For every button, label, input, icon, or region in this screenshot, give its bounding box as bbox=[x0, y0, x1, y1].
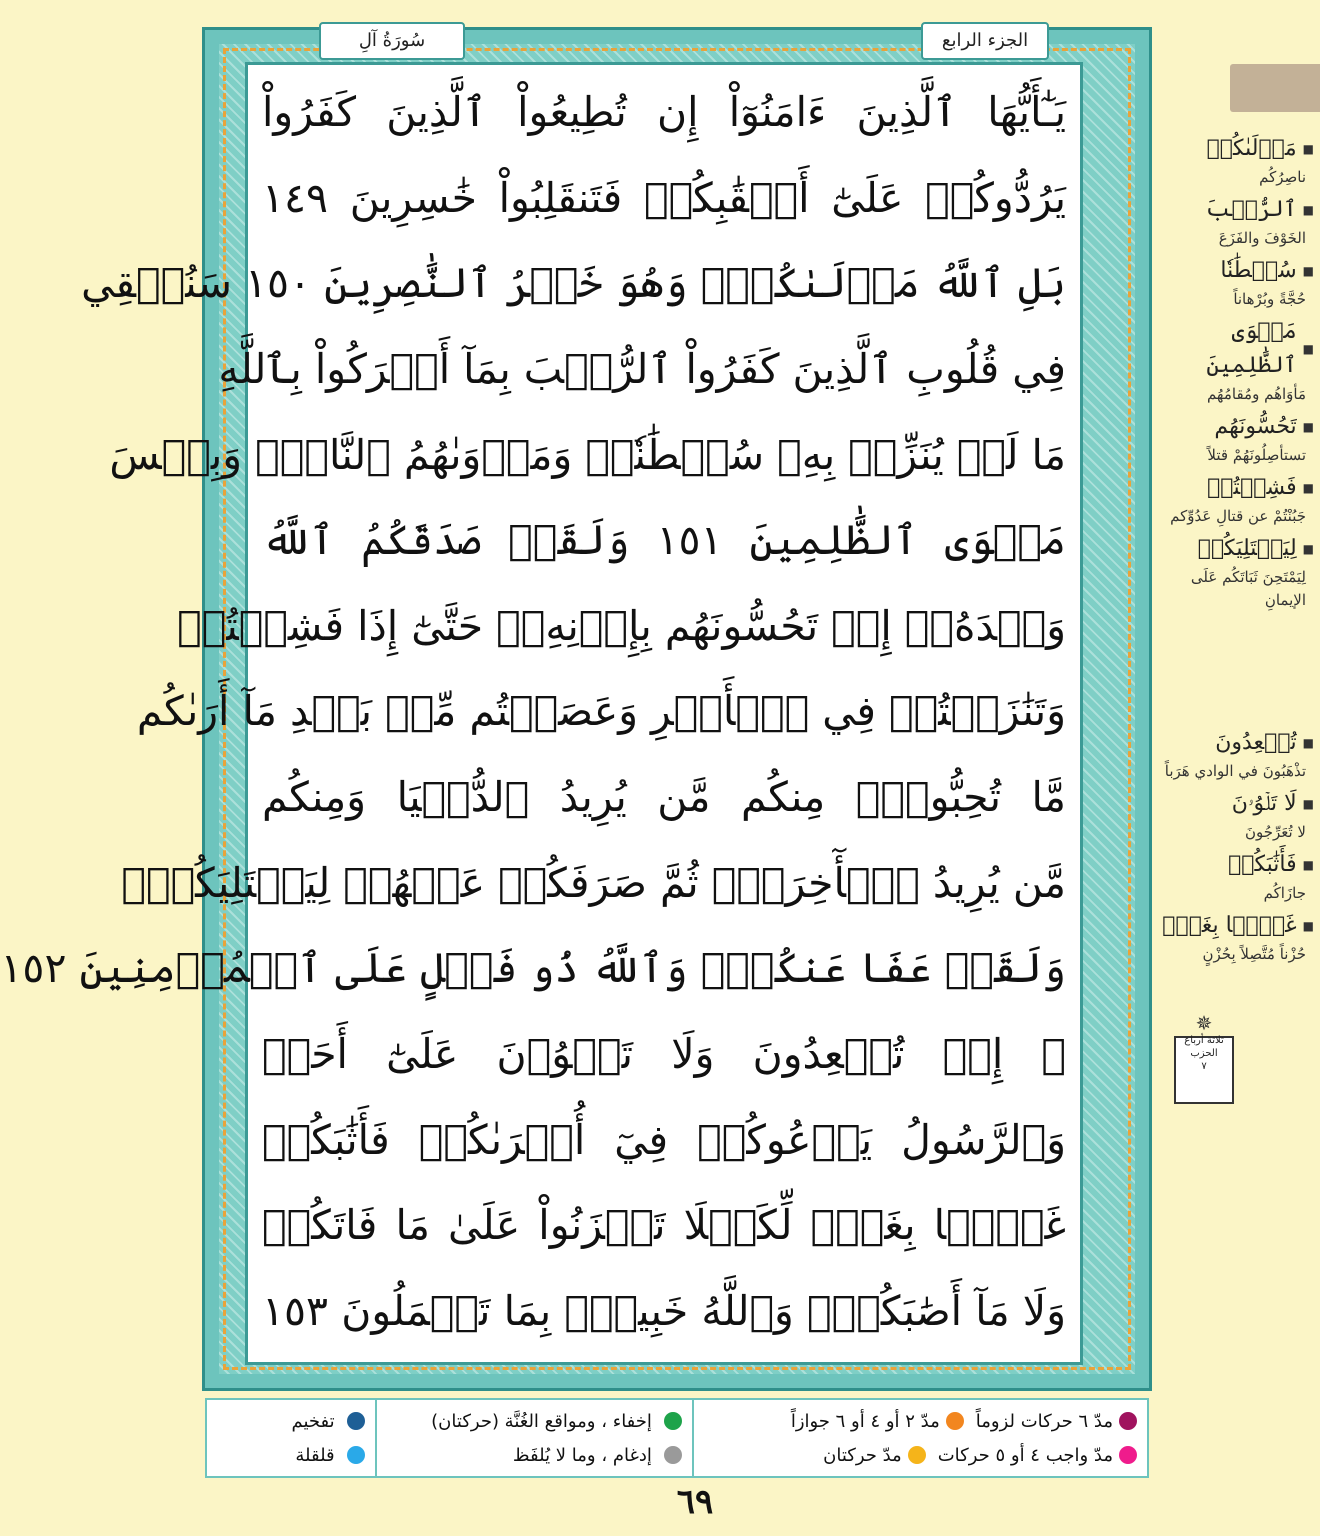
glossary-item bbox=[1154, 315, 1314, 406]
verse-line: مَا لَمۡ يُنَزِّلۡ بِهِۦ سُلۡطَٰنٗاۖ وَمَأۡوَىٰهُمُ ٱلنَّارُۖ وَبِئۡسَ bbox=[109, 430, 1066, 479]
verse-line: يَـٰٓأَيُّهَا ٱلَّذِينَ ءَامَنُوٓاْ إِن تُطِيعُواْ ٱلَّذِينَ كَفَرُواْ bbox=[262, 88, 1066, 136]
glossary-item bbox=[1154, 787, 1314, 844]
hizb-label: الحزب bbox=[1190, 1048, 1218, 1059]
bullet-icon: ■ bbox=[1302, 542, 1314, 556]
madd-jaiz-color-dot bbox=[946, 1412, 964, 1430]
glossary-word: تُصۡعِدُونَ bbox=[1215, 730, 1297, 755]
verse-line: وَلَا مَآ أَصَٰبَكُمۡۗ وَٱللَّهُ خَبِيرُۢ بِمَا تَعۡمَلُونَ ١٥٣ bbox=[262, 1286, 1066, 1335]
verse-line: مَثۡوَى ٱلظَّٰلِمِينَ ١٥١ وَلَقَدۡ صَدَقَكُمُ ٱللَّهُ bbox=[262, 516, 1066, 565]
verse-line: وَعۡدَهُۥٓ إِذۡ تَحُسُّونَهُم بِإِذۡنِهِۦۖ حَتَّىٰٓ إِذَا فَشِلۡتُمۡ bbox=[177, 601, 1066, 650]
tajweed-legend bbox=[205, 1398, 1149, 1478]
glossary-meaning: لِيَمْتَحِنَ ثَبَاتَكُم عَلَى الإيمانِ bbox=[1190, 568, 1306, 609]
verse-line: فِي قُلُوبِ ٱلَّذِينَ كَفَرُواْ ٱلرُّعۡبَ بِمَآ أَشۡرَكُواْ بِٱللَّهِ bbox=[218, 344, 1066, 393]
glossary-item bbox=[1154, 726, 1314, 783]
legend-column-ghunna bbox=[375, 1400, 692, 1476]
verse-line: يَرُدُّوكُمۡ عَلَىٰٓ أَعۡقَٰبِكُمۡ فَتَنقَلِبُواْ خَٰسِرِينَ ١٤٩ bbox=[262, 173, 1066, 222]
bullet-icon: ■ bbox=[1302, 481, 1314, 495]
legend-ikhfa: إخفاء ، ومواقع الغُنَّة (حركتان) bbox=[431, 1410, 652, 1432]
hizb-spacer bbox=[1154, 616, 1314, 726]
glossary-item bbox=[1154, 410, 1314, 467]
quran-text-area bbox=[0, 62, 1083, 1365]
verse-line: ۞ إِذۡ تُصۡعِدُونَ وَلَا تَلۡوُۥنَ عَلَىٰٓ أَحَدٖ bbox=[262, 1030, 1066, 1079]
verse-line: وَٱلرَّسُولُ يَدۡعُوكُمۡ فِيٓ أُخۡرَىٰكُمۡ فَأَثَٰبَكُمۡ bbox=[262, 1115, 1066, 1164]
glossary-item bbox=[1154, 848, 1314, 905]
bullet-icon: ■ bbox=[1302, 919, 1314, 933]
bullet-icon: ■ bbox=[1302, 203, 1314, 217]
glossary-item bbox=[1154, 532, 1314, 612]
verse-line: بَلِ ٱللَّهُ مَوۡلَىٰكُمۡۖ وَهُوَ خَيۡرُ ٱلنَّٰصِرِينَ ١٥٠ سَنُلۡقِي bbox=[81, 259, 1066, 308]
glossary-meaning: حُزْناً مُتَّصِلاً بِحُزْنٍ bbox=[1202, 945, 1306, 963]
madd-lazim-color-dot bbox=[1119, 1412, 1137, 1430]
glossary-word: مَوۡلَىٰكُمۡ bbox=[1206, 136, 1297, 161]
glossary-item bbox=[1154, 471, 1314, 528]
glossary-meaning: تستأصِلُونَهُمْ قتلاً bbox=[1207, 446, 1306, 464]
glossary-meaning: جَبُنْتُمْ عن قتالِ عَدُوِّكم bbox=[1170, 507, 1306, 525]
bullet-icon: ■ bbox=[1302, 264, 1314, 278]
legend-column-madd bbox=[692, 1400, 1147, 1476]
legend-madd-jaiz: مدّ ٢ أو ٤ أو ٦ جوازاً bbox=[790, 1410, 940, 1432]
idgham-color-dot bbox=[664, 1446, 682, 1464]
legend-qalqala: قلقلة bbox=[295, 1444, 335, 1466]
hizb-marker bbox=[1174, 1011, 1234, 1104]
bullet-icon: ■ bbox=[1302, 797, 1314, 811]
glossary-meaning: جازَاكُم bbox=[1263, 884, 1306, 902]
verse-line: وَتَنَٰزَعۡتُمۡ فِي ٱلۡأَمۡرِ وَعَصَيۡتُم مِّنۢ بَعۡدِ مَآ أَرَىٰكُم bbox=[136, 687, 1066, 736]
glossary-word: لِيَبۡتَلِيَكُمۡ bbox=[1197, 536, 1297, 561]
juz-header: الجزء الرابع bbox=[921, 22, 1049, 60]
glossary-item bbox=[1154, 193, 1314, 250]
ikhfa-color-dot bbox=[664, 1412, 682, 1430]
glossary-meaning: الخَوْفَ والفَزَعَ bbox=[1218, 229, 1306, 247]
glossary-item bbox=[1154, 909, 1314, 966]
legend-idgham: إدغام ، وما لا يُلفَظ bbox=[512, 1444, 652, 1466]
hizb-number: ٧ bbox=[1201, 1061, 1207, 1072]
verse-line: غَمَّۢا بِغَمّٖ لِّكَيۡلَا تَحۡزَنُواْ عَلَىٰ مَا فَاتَكُمۡ bbox=[262, 1201, 1066, 1250]
glossary-item bbox=[1154, 132, 1314, 189]
glossary-meaning: مَأوَاهُم ومُقامُهُم bbox=[1206, 385, 1306, 403]
madd-2-color-dot bbox=[908, 1446, 926, 1464]
verse-line: مَّا تُحِبُّونَۚ مِنكُم مَّن يُرِيدُ ٱلدُّنۡيَا وَمِنكُم bbox=[262, 773, 1066, 822]
qalqala-color-dot bbox=[347, 1446, 365, 1464]
legend-madd-lazim: مدّ ٦ حركات لزوماً bbox=[975, 1410, 1113, 1432]
legend-madd-2: مدّ حركتان bbox=[823, 1444, 902, 1466]
bullet-icon: ■ bbox=[1302, 420, 1314, 434]
bullet-icon: ■ bbox=[1302, 142, 1314, 156]
glossary-word: ٱلرُّعۡبَ bbox=[1205, 197, 1297, 222]
bookmark-tab[interactable] bbox=[1230, 64, 1320, 112]
surah-header: سُورَةُ آلِ bbox=[319, 22, 465, 60]
hizb-fraction: ثلاثة أرباع bbox=[1184, 1035, 1224, 1046]
glossary-meaning: ناصِرُكُم bbox=[1259, 168, 1306, 186]
verse-line: وَلَقَدۡ عَفَا عَنكُمۡۗ وَٱللَّهُ ذُو فَضۡلٍ عَلَى ٱلۡمُؤۡمِنِينَ ١٥٢ bbox=[0, 944, 1066, 993]
glossary-word: فَأَثَٰبَكُمۡ bbox=[1228, 852, 1297, 877]
glossary-item bbox=[1154, 254, 1314, 311]
page-number: ٦٩ bbox=[676, 1482, 714, 1522]
glossary-word: فَشِلۡتُمۡ bbox=[1207, 475, 1297, 500]
bullet-icon: ■ bbox=[1302, 736, 1314, 750]
legend-tafkhim: تفخيم bbox=[291, 1410, 335, 1432]
bullet-icon: ■ bbox=[1302, 858, 1314, 872]
verse-line: مَّن يُرِيدُ ٱلۡأٓخِرَةَۚ ثُمَّ صَرَفَكُمۡ عَنۡهُمۡ لِيَبۡتَلِيَكُمۡۖ bbox=[121, 858, 1066, 907]
glossary-word: لَا تَلۡوُۥنَ bbox=[1231, 791, 1297, 816]
glossary-sidebar bbox=[1154, 132, 1314, 970]
madd-wajib-color-dot bbox=[1119, 1446, 1137, 1464]
hizb-crown-icon: ✵ bbox=[1195, 1011, 1213, 1035]
tafkhim-color-dot bbox=[347, 1412, 365, 1430]
glossary-word: غَمَّۢا بِغَمّٖ bbox=[1162, 913, 1297, 938]
glossary-word: سُلۡطَٰنٗا bbox=[1220, 258, 1297, 283]
glossary-meaning: لا تُعَرِّجُونَ bbox=[1244, 823, 1306, 841]
bullet-icon: ■ bbox=[1302, 342, 1314, 356]
legend-madd-wajib: مدّ واجب ٤ أو ٥ حركات bbox=[937, 1444, 1113, 1466]
glossary-meaning: تذْهَبُونَ في الوادي هَرَباً bbox=[1164, 762, 1306, 780]
glossary-word: تَحُسُّونَهُم bbox=[1214, 414, 1297, 439]
glossary-meaning: حُجَّةً وبُرْهاناً bbox=[1233, 290, 1306, 308]
glossary-word: مَثۡوَى ٱلظَّٰلِمِينَ bbox=[1206, 319, 1297, 378]
legend-column-letters bbox=[207, 1400, 375, 1476]
